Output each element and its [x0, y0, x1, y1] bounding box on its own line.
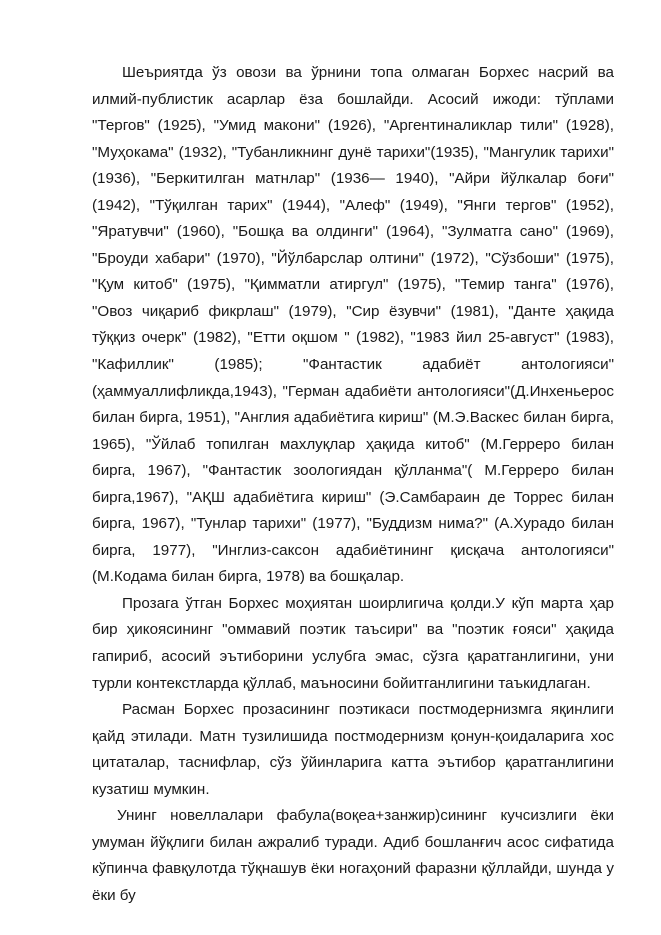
- paragraph-works-list: Шеъриятда ўз овози ва ўрнини топа олмаган Борхес насрий ва илмий-публистик асарлар ёза бошлайди. Асосий ижоди: тўплами "Тергов" (1925), "Умид макони" (1926), "Аргентиналиклар тили" (1928), "Муҳокама" (1932), "Тубанликнинг дунё тарихи"(1935), "Мангулик тарихи" (1936), "Беркитилган матнлар" (1936— 1940), "Айри йўлкалар боғи" (1942), "Тўқилган тарих" (1944), "Алеф" (1949), "Янги тергов" (1952), "Яратувчи" (1960), "Бошқа ва олдинги" (1964), "Зулматга сано" (1969), "Броуди хабари" (1970), "Йўлбарслар олтини" (1972), "Сўзбоши" (1975), "Қум китоб" (1975), "Қимматли атиргул" (1975), "Темир танга" (1976), "Овоз чиқариб фикрлаш" (1979), "Сир ёзувчи" (1981), "Данте ҳақида тўққиз очерк" (1982), "Етти оқшом " (1982), "1983 йил 25-август" (1983), "Кафиллик" (1985); "Фантастик адабиёт антологияси" (ҳаммуаллифликда,1943), "Герман адабиёти антологияси"(Д.Инхеньерос билан бирга, 1951), "Англия адабиётига кириш" (М.Э.Васкес билан бирга, 1965), "Ўйлаб топилган махлуқлар ҳақида китоб" (М.Герреро билан бирга, 1967), "Фантастик зоологиядан қўлланма"( М.Герреро билан бирга,1967), "АҚШ адабиётига кириш" (Э.Самбараин де Торрес билан бирга, 1967), "Тунлар тарихи" (1977), "Буддизм нима?" (А.Хурадо билан бирга, 1977), "Инглиз-саксон адабиётининг қисқача антологияси" (М.Кодама билан бирга, 1978) ва бошқалар.: [92, 64, 614, 586]
- document-page: [92, 60, 614, 910]
- paragraph-postmodernism: Расман Борхес прозасининг поэтикаси постмодернизмга яқинлиги қайд этилади. Матн тузилишида постмодернизм қонун-қоидаларига хос цитаталар, таснифлар, сўз ўйинларига катта эътибор қаратганлигини кузатиш мумкин.: [92, 701, 614, 798]
- paragraph-novellas: Унинг новеллалари фабула(воқеа+занжир)сининг кучсизлиги ёки умуман йўқлиги билан ажралиб туради. Адиб бошланғич асос сифатида кўпинча фавқулотда тўқнашув ёки ногаҳоний фаразни қўллайди, шунда у ёки бу: [92, 807, 614, 904]
- paragraph-poetic-prose: Прозага ўтган Борхес моҳиятан шоирлигича қолди.У кўп марта ҳар бир ҳикоясининг "оммавий поэтик таъсири" ва "поэтик ғояси" ҳақида гапириб, асосий эътиборини услубга эмас, сўзга қаратганлигини, уни турли контекстларда қўллаб, маъносини бойитганлигини таъкидлаган.: [92, 594, 614, 692]
